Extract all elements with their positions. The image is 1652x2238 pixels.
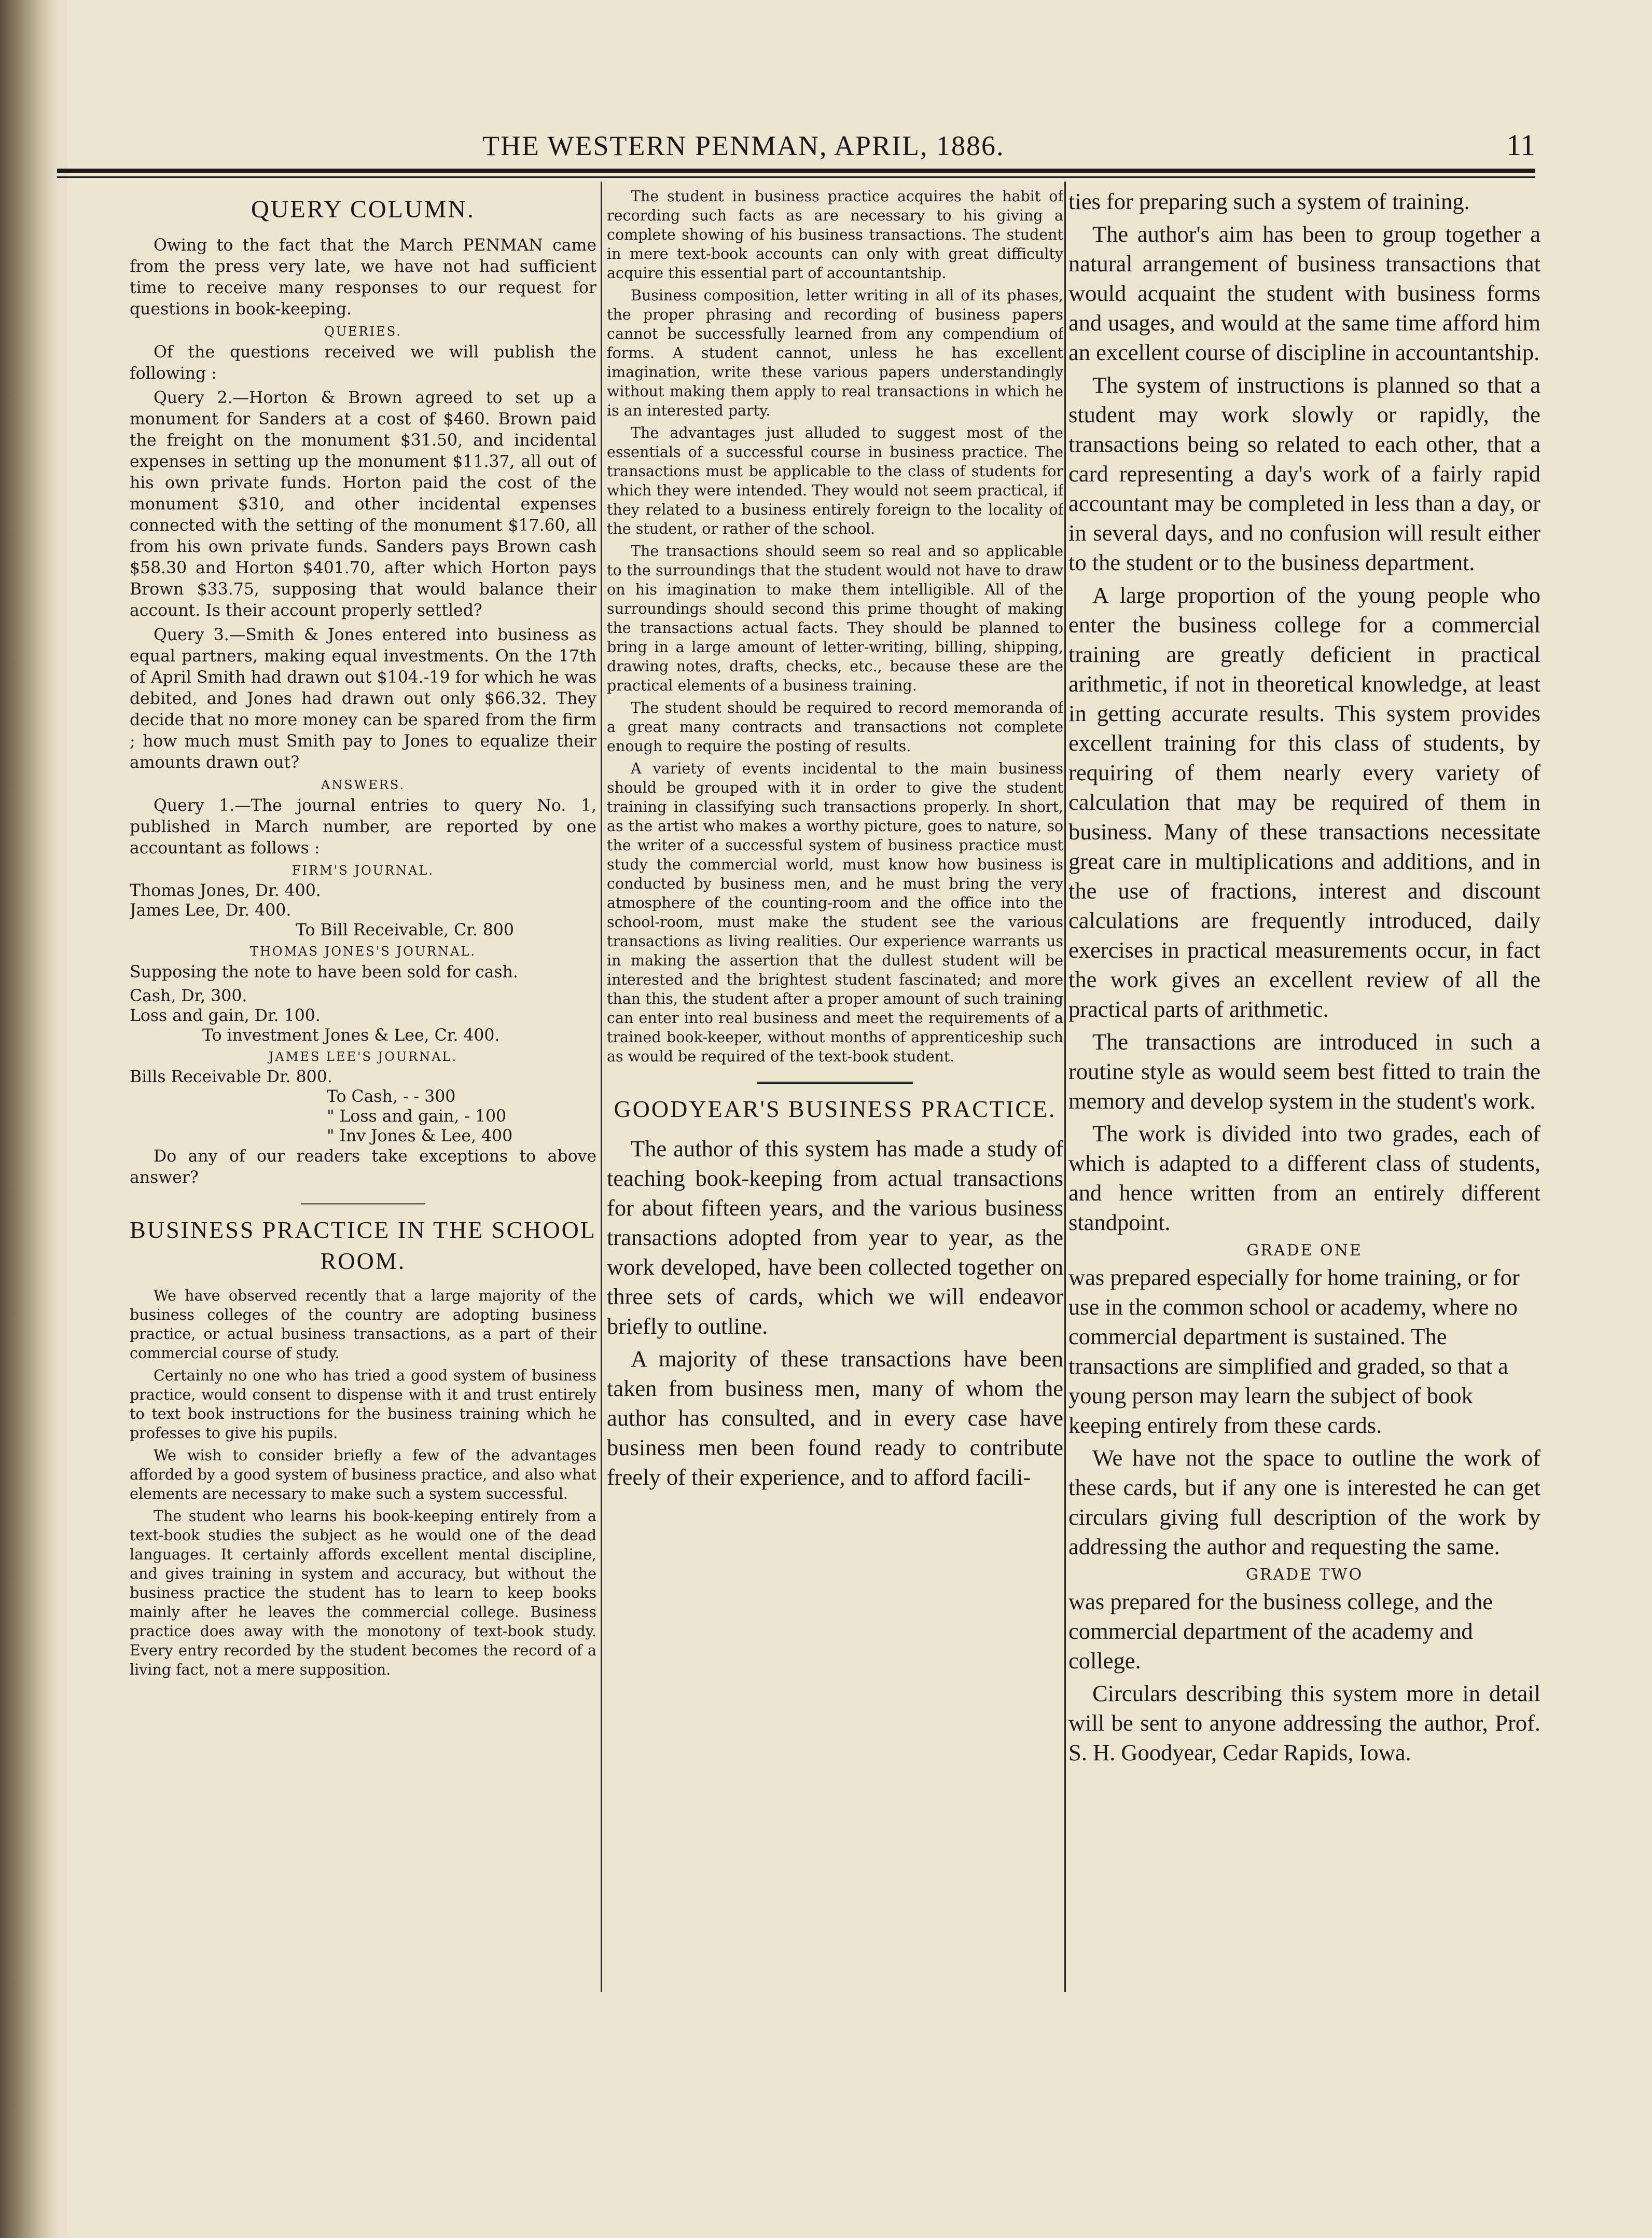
article-paragraph: The student should be required to record memoranda of a great many contracts and transactions not complete enough to require the posting of results.: [607, 699, 1063, 755]
ledger-line: Thomas Jones, Dr. 400.: [130, 881, 321, 900]
ledger-line: " Loss and gain, - 100: [327, 1107, 507, 1126]
ledger-line: " Inv Jones & Lee, 400: [327, 1127, 513, 1145]
business-practice-heading: BUSINESS PRACTICE IN THE SCHOOL ROOM.: [130, 1217, 596, 1274]
grade-one-heading: GRADE ONE: [1246, 1241, 1363, 1260]
ledger-line: Loss and gain, Dr. 100.: [130, 1006, 321, 1025]
answers-heading: ANSWERS.: [321, 778, 406, 792]
column-3: [1068, 187, 1540, 2013]
header-rule-thick: [57, 169, 1535, 173]
article-paragraph: We have not the space to outline the work of these cards, but if any one is interested he can get circulars giving full description of the work by addressing the author and requesting the same.: [1068, 1445, 1540, 1559]
query-2: Query 2.—Horton & Brown agreed to set up a monument for Sanders at a cost of $460. Brown paid the freight on the monument $31.50, and incidental expenses in setting up the monument $11.37, all out of his own private funds. Horton paid the cost of the monument $310, and other incidental expenses connected with the setting of the monument $17.60, all from his own private funds. Sanders pays Brown cash $58.30 and Horton $401.70, after which Horton pays Brown $33.75, supposing that would balance their account. Is their account properly settled?: [130, 389, 596, 620]
column-1: [130, 187, 596, 2013]
grade-two-heading: GRADE TWO: [1245, 1566, 1364, 1584]
article-paragraph: Certainly no one who has tried a good system of business practice, would consent to dispense with it and trust entirely to text book instructions for the business training which he professes to give his pupils.: [130, 1367, 596, 1442]
ledger-line: To investment Jones & Lee, Cr. 400.: [202, 1026, 500, 1045]
column-2: [607, 187, 1063, 2013]
article-paragraph: was prepared for the business college, and the commercial department of the academy and college.: [1068, 1588, 1493, 1674]
ledger-line: To Bill Receivable, Cr. 800: [296, 921, 514, 940]
query-intro: Owing to the fact that the March PENMAN came from the press very late, we have not had sufficient time to receive many responses to our request for questions in book-keeping.: [130, 236, 596, 319]
thomas-journal: [130, 986, 596, 1045]
queries-intro: Of the questions received we will publish the following :: [130, 343, 596, 383]
ledger-line: To Cash, - - 300: [327, 1087, 456, 1106]
goodyear-heading: GOODYEAR'S BUSINESS PRACTICE.: [614, 1096, 1057, 1122]
article-paragraph: ties for preparing such a system of training.: [1068, 188, 1470, 214]
article-paragraph: was prepared especially for home training, or for use in the common school or academy, where no commercial department is sustained. The transactions are simplified and graded, so that a young person may learn the subject of book keeping entirely from these cards.: [1068, 1264, 1520, 1438]
query-column-heading: QUERY COLUMN.: [251, 196, 475, 223]
article-paragraph: The student who learns his book-keeping entirely from a text-book studies the subject as he would one of the dead languages. It certainly affords excellent mental discipline, and gives training in system and accuracy, but without the business practice the student has to learn to keep books mainly after he leaves the commercial college. Business practice does away with the monotony of text-book study. Every entry recorded by the student becomes the record of a living fact, not a mere supposition.: [130, 1508, 596, 1678]
article-paragraph: The author of this system has made a study of teaching book-keeping from actual transactions for about fifteen years, and the various business transactions adopted from year to year, as the work developed, have been collected together on three sets of cards, which we will endeavor briefly to outline.: [607, 1136, 1063, 1339]
ledger-line: Cash, Dr, 300.: [130, 987, 247, 1005]
james-journal: [130, 1067, 596, 1146]
column-divider-1: [601, 182, 602, 1992]
firms-journal: [130, 881, 596, 940]
page-number: 11: [1506, 128, 1535, 162]
article-paragraph: The student in business practice acquires the habit of recording such facts as are necessary to his giving a complete showing of his business transactions. The student in mere text-book accounts can only with great difficulty acquire this essential part of accountantship.: [607, 188, 1063, 282]
article-paragraph: A large proportion of the young people who enter the business college for a commercial training are greatly deficient in practical arithmetic, if not in theoretical knowledge, at least in getting accurate results. This system provides excellent training for this class of students, by requiring of them nearly every variety of calculation that may be required of them in business. Many of these transactions necessitate great care in multiplications and additions, and in the use of fractions, interest and discount calculations are frequently introduced, daily exercises in practical measurements occur, in fact the work gives an excellent review of all the practical parts of arithmetic.: [1068, 582, 1540, 1022]
ledger-line: James Lee, Dr. 400.: [130, 901, 291, 920]
article-paragraph: The transactions are introduced in such a routine style as would seem best fitted to train the memory and develop system in the student's work.: [1068, 1029, 1540, 1114]
article-paragraph: We wish to consider briefly a few of the advantages afforded by a good system of business practice, and also what elements are necessary to make such a system successful.: [130, 1447, 596, 1502]
section-separator: [301, 1203, 425, 1209]
article-paragraph: The transactions should seem so real and so applicable to the surroundings that the student would not have to draw on his imagination to make them intelligible. All of the surroundings should second this prime thought of making the transactions actual facts. They should be planned to bring in a large amount of letter-writing, billing, shipping, drawing notes, drafts, checks, etc., because these are the practical elements of a business training.: [607, 543, 1063, 694]
article-paragraph: Business composition, letter writing in all of its phases, the proper phrasing and recording of business papers cannot be successfully learned from any compendium of forms. A student cannot, unless he has excellent imagination, write these various papers understandingly without making them apply to real transactions in which he is an interested party.: [607, 287, 1063, 419]
article-paragraph: The system of instructions is planned so that a student may work slowly or rapidly, the transactions being so related to each other, that a card representing a day's work of a fairly rapid accountant may be completed in less than a day, or in several days, and no confusion will result either to the student or to the business department.: [1068, 372, 1540, 575]
firms-journal-heading: FIRM'S JOURNAL.: [292, 863, 434, 878]
thomas-journal-text: Supposing the note to have been sold for cash.: [130, 963, 518, 982]
article-paragraph: The work is divided into two grades, each of which is adapted to a different class of students, and hence written from an entirely different standpoint.: [1068, 1121, 1540, 1235]
query-closing: Do any of our readers take exceptions to above answer?: [130, 1147, 596, 1187]
article-paragraph: A variety of events incidental to the main business should be grouped with it in order to give the student training in classifying such transactions properly. In short, as the artist who makes a worthy picture, goes to nature, so the writer of a successful system of business practice must study the commercial world, must know how business is conducted by business men, and he must bring the very atmosphere of the counting-room and the office into the school-room, must make the student see the various transactions as living realities. Our experience warrants us in making the assertion that the dullest student will be interested and the brightest student fascinated; and more than this, the student after a proper amount of such training can enter into real business and meet the requirements of a trained book-keeper, without months of apprenticeship such as would be required of the text-book student.: [607, 760, 1063, 1065]
ledger-line: Bills Receivable Dr. 800.: [130, 1068, 332, 1086]
article-paragraph: The author's aim has been to group together a natural arrangement of business transactions that would acquaint the student with business forms and usages, and would at the same time afford him an excellent course of discipline in accountantship.: [1068, 221, 1540, 365]
james-journal-heading: JAMES LEE'S JOURNAL.: [268, 1049, 458, 1064]
article-paragraph: Circulars describing this system more in detail will be sent to anyone addressing the author, Prof. S. H. Goodyear, Cedar Rapids, Iowa.: [1068, 1680, 1540, 1765]
query-3: Query 3.—Smith & Jones entered into business as equal partners, making equal investments. On the 17th of April Smith had drawn out $104.-19 for which he was debited, and Jones had drawn out only $66.32. They decide that no more money can be spared from the firm ; how much must Smith pay to Jones to equalize their amounts drawn out?: [130, 626, 596, 772]
section-separator: [757, 1082, 913, 1088]
thomas-journal-heading: THOMAS JONES'S JOURNAL.: [249, 944, 476, 959]
header-rule-thin: [57, 176, 1535, 178]
column-divider-2: [1064, 182, 1066, 1992]
book-binding-shadow: [0, 0, 57, 2238]
running-title: THE WESTERN PENMAN, APRIL, 1886.: [482, 130, 1005, 161]
article-paragraph: We have observed recently that a large majority of the business colleges of the country are adopting business practice, or actual business transactions, as a part of their commercial course of study.: [130, 1287, 596, 1362]
queries-heading: QUERIES.: [324, 324, 402, 339]
answer-1: Query 1.—The journal entries to query No. 1, published in March number, are reported by one accountant as follows :: [130, 796, 596, 858]
article-paragraph: A majority of these transactions have been taken from business men, many of whom the author has consulted, and in every case have business men been found ready to contribute freely of their experience, and to afford facili-: [607, 1346, 1063, 1490]
article-paragraph: The advantages just alluded to suggest most of the essentials of a successful course in business practice. The transactions must be applicable to the class of students for which they were intended. They would not seem practical, if they related to a business entirely foreign to the locality of the student, or rather of the school.: [607, 424, 1063, 537]
